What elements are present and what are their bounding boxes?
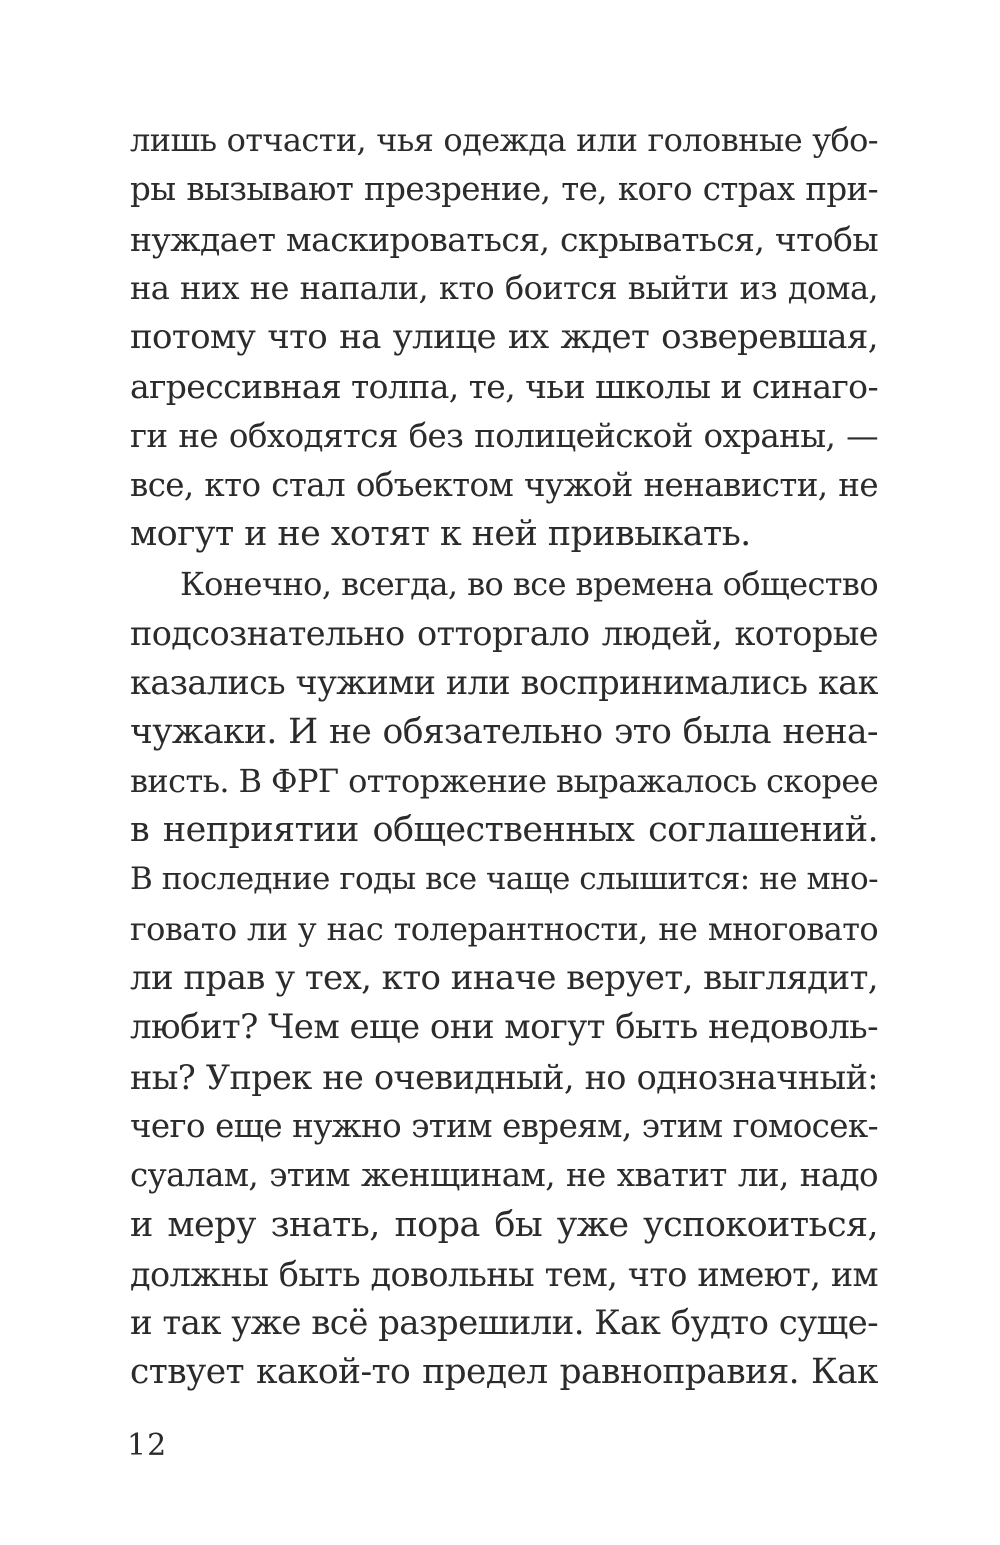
text-line: в неприятии общественных соглашений.: [130, 810, 878, 851]
text-line: ны? Упрек не очевидный, но однозначный:: [130, 1057, 878, 1097]
paragraph-first-line: Конечно, всегда, во все времена общество: [180, 564, 878, 603]
text-line: ры вызывают презрение, те, кого страх при-: [130, 170, 878, 209]
text-line: нуждает маскироваться, скрываться, чтобы: [130, 219, 878, 259]
text-line: потому что на улице их ждет озверевшая,: [130, 317, 878, 358]
text-line: висть. В ФРГ отторжение выражалось скорее: [130, 761, 878, 800]
text-line: агрессивная толпа, те, чьи школы и синаго-: [130, 367, 878, 407]
text-line: и так уже всё разрешили. Как будто суще-: [130, 1303, 878, 1344]
text-line: казались чужими или воспринимались как: [130, 663, 878, 703]
text-line: ги не обходятся без полицейской охраны, —: [130, 416, 878, 455]
text-line: ли прав у тех, кто иначе верует, выглядит,: [130, 958, 878, 999]
text-line: суалам, этим женщинам, не хватит ли, надо: [130, 1156, 878, 1195]
text-line: чужаки. И не обязательно это была нена-: [130, 711, 878, 752]
text-line: на них не напали, кто боится выйти из дома,: [130, 268, 878, 307]
text-line: говато ли у нас толерантности, не многовато: [130, 909, 878, 948]
text-line: могут и не хотят к ней привыкать.: [130, 514, 751, 555]
text-line: любит? Чем еще они могут быть недоволь-: [130, 1007, 878, 1048]
text-line: подсознательно отторгало людей, которые: [130, 613, 878, 653]
text-line: ствует какой-то предел равноправия. Как: [130, 1352, 878, 1393]
text-line: все, кто стал объектом чужой ненависти, не: [130, 466, 878, 505]
text-line: чего еще нужно этим евреям, этим гомосек-: [130, 1106, 878, 1145]
text-line: должны быть довольны тем, что имеют, им: [130, 1254, 878, 1294]
page-number: 12: [127, 1428, 168, 1463]
text-line: В последние годы все чаще слышится: не мно-: [130, 861, 878, 898]
page-text: [130, 116, 878, 1398]
text-line: лишь отчасти, чья одежда или головные убо-: [130, 121, 878, 159]
text-line: и меру знать, пора бы уже успокоиться,: [130, 1204, 878, 1245]
